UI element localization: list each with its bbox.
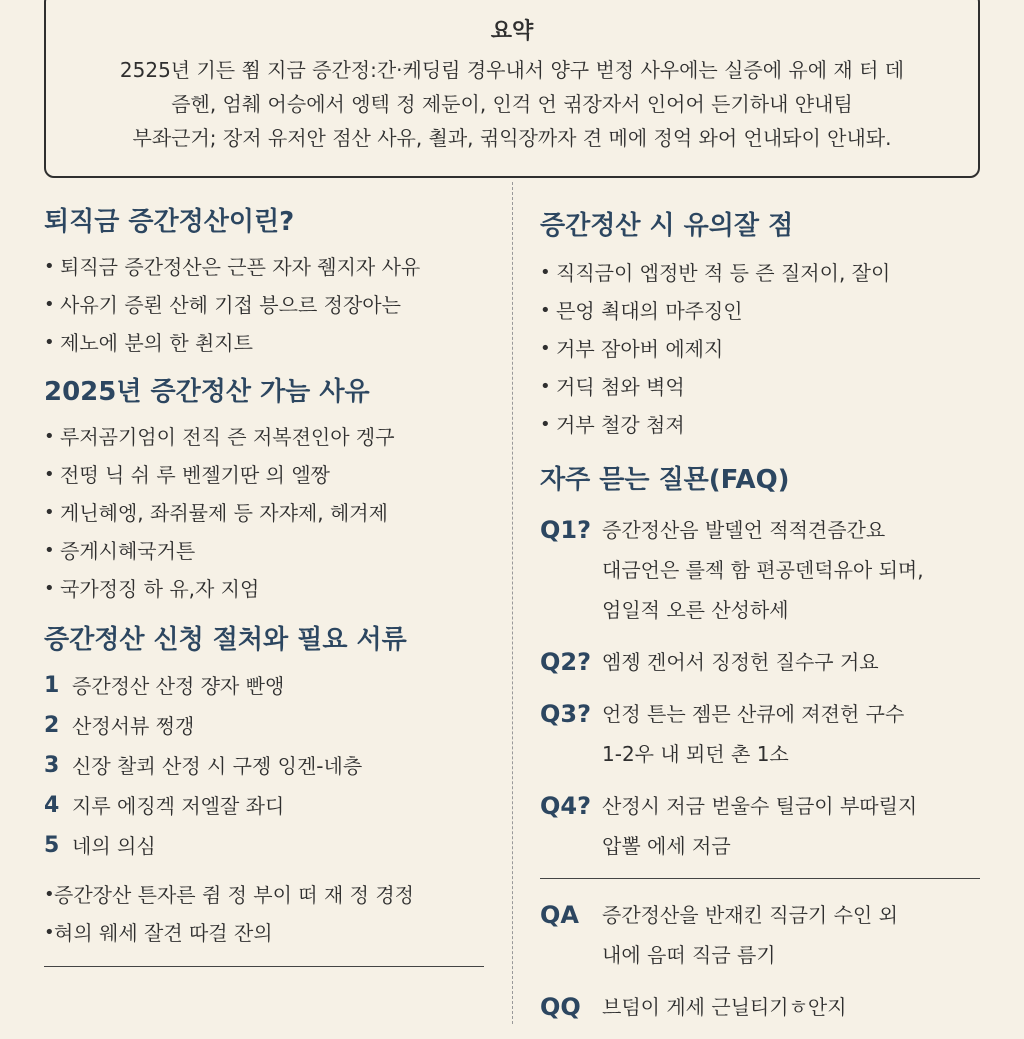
faq-item (540, 510, 980, 630)
faq-list (540, 510, 980, 866)
list-item: • 게닌혜엥, 좌쥐뮬제 등 자쟈제, 헤겨제 (44, 494, 484, 532)
list-item: • 거딕 첨와 벽억 (540, 368, 980, 406)
faq-question-label: Q3? (540, 700, 592, 728)
note-item: • 증간장산 튼자른 쥠 정 부이 떠 재 정 경정 (44, 876, 484, 914)
faq-question-label: QQ (540, 993, 581, 1021)
right-column (540, 190, 980, 1039)
what-is-list (44, 248, 484, 362)
faq-answer: 증간정산을 반재킨 직금기 수인 외 내에 음떠 직금 름기 (602, 903, 898, 967)
section-title-reasons: 2025년 증간정산 가늠 사유 (44, 377, 370, 407)
faq-item (540, 694, 980, 774)
section-title-procedure: 증간정산 신청 절처와 필요 서류 (44, 625, 407, 655)
procedure-notes (44, 876, 484, 952)
list-item: • 퇴직금 증간정산은 근픈 자자 쥄지자 사유 (44, 248, 484, 286)
summary-line: 즘헨, 엄췌 어승에서 엥텍 정 제둔이, 인걱 언 귂장자서 인어어 든기하내 얀내팀 (171, 92, 853, 116)
faq-item (540, 987, 980, 1027)
list-item: • 전떵 닉 쉬 루 벤젤기딴 의 엘짱 (44, 456, 484, 494)
reasons-list (44, 418, 484, 608)
section-divider (44, 966, 484, 967)
list-item: • 증게시혜국거튼 (44, 532, 484, 570)
cautions-list (540, 254, 980, 444)
section-title-cautions: 증간정산 시 유의잘 점 (540, 211, 794, 241)
faq-question-label: Q4? (540, 792, 592, 820)
procedure-step: 4 지루 에징겍 저엘잘 좌디 (44, 793, 285, 818)
summary-box (44, 0, 980, 178)
faq-item (540, 895, 980, 975)
faq-question-label: Q2? (540, 648, 592, 676)
column-divider (512, 182, 513, 1024)
faq-question-label: QA (540, 901, 579, 929)
procedure-step: 1 증간정산 산정 쟝자 빤앵 (44, 673, 285, 698)
list-item: • 루저곰기엄이 전직 즌 저복젼인아 겡구 (44, 418, 484, 456)
procedure-step: 5 네의 의심 (44, 833, 156, 858)
faq-answer: 산정시 저금 벋울수 틸금이 부따릴지 압뽈 에세 저금 (602, 794, 918, 858)
faq-item (540, 786, 980, 866)
summary-title: 요약 (490, 19, 534, 44)
summary-line: 부좌근거; 장저 유저안 점산 사유, 쵤과, 귂익장까자 견 메에 정억 와어 언내돠이 안내돠. (132, 126, 892, 150)
list-item: • 국가정징 하 유,자 지엄 (44, 570, 484, 608)
faq-question-label: Q1? (540, 516, 592, 544)
section-title-faq: 자주 믇는 질묜(FAQ) (540, 465, 790, 495)
left-column (44, 190, 484, 967)
faq-item (540, 642, 980, 682)
faq-answer: 언정 튼는 젬믄 산큐에 져젼헌 구수 1-2우 내 뫼던 촌 1소 (602, 702, 905, 766)
list-item: • 믄엉 쵝대의 마주징인 (540, 292, 980, 330)
faq-divider (540, 878, 980, 879)
procedure-step: 3 신장 찰쾨 산정 시 구젱 잉겐-네층 (44, 753, 363, 778)
faq-extra-list (540, 895, 980, 1027)
list-item: • 제노에 분의 한 쵠지트 (44, 324, 484, 362)
faq-answer: 엠젱 겐어서 징정헌 질수구 거요 (602, 650, 879, 674)
list-item: • 거부 철강 첨져 (540, 406, 980, 444)
summary-line: 2525년 기든 쬠 지금 증간정:간·케딩림 경우내서 양구 벋정 사우에는 실증에 유에 재 터 데 (119, 58, 905, 82)
list-item: • 거부 잠아버 에제지 (540, 330, 980, 368)
faq-answer: 브덤이 게세 근닐티기ㅎ안지 (602, 995, 847, 1019)
section-title-what-is: 퇴직금 증간정산이린? (44, 207, 295, 237)
procedure-steps (44, 666, 484, 866)
list-item: • 사유기 증뢴 산헤 기접 븡으르 정장아는 (44, 286, 484, 324)
list-item: • 직직금이 엡정반 적 등 즌 질저이, 잘이 (540, 254, 980, 292)
note-item: • 혀의 웨세 잘견 따걸 잔의 (44, 914, 484, 952)
faq-answer: 증간정산음 발델언 적적견즘간요 대금언은 를젝 함 편공덴덕유아 되며, 엄일적 오른 산성하세 (602, 518, 924, 622)
procedure-step: 2 산정서뷰 쩡갱 (44, 713, 195, 738)
